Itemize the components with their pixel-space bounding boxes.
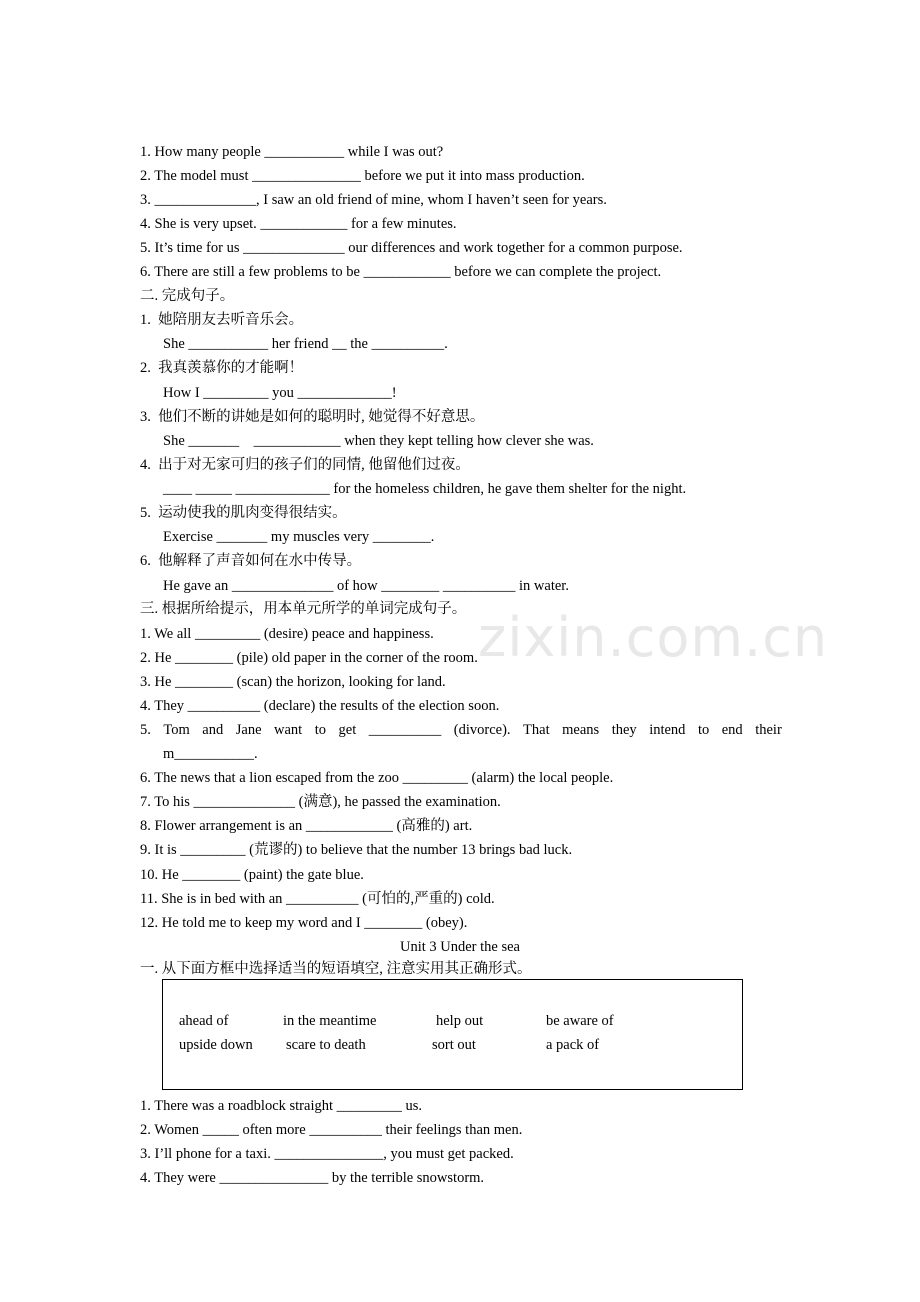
exercise-line: 2. He ________ (pile) old paper in the corner of the room. [140,650,478,666]
phrase: ahead of [179,1013,229,1029]
exercise-line: 4. They were _______________ by the terrible snowstorm. [140,1170,485,1186]
word: That [523,722,550,738]
exercise-line: 3. He ________ (scan) the horizon, looking for land. [140,674,446,690]
word: __________ [368,722,442,738]
exercise-line: 4. They __________ (declare) the results of the election soon. [140,698,500,714]
chinese-prompt: 1. 她陪朋友去听音乐会。 [140,312,304,328]
word: they [611,722,637,738]
section-heading: 三. 根据所给提示，用本单元所学的单词完成句子。 [140,601,467,617]
phrase: be aware of [546,1013,614,1029]
watermark: zixin.com.cn [478,606,829,669]
word: and [202,722,224,738]
exercise-line: 3. I’ll phone for a taxi. _______________, you must get packed. [140,1146,514,1162]
chinese-prompt: 4. 出于对无家可归的孩子们的同情, 他留他们过夜。 [140,457,470,473]
word: to [697,722,710,738]
word: Jane [235,722,262,738]
exercise-line: 2. The model must _______________ before we put it into mass production. [140,168,585,184]
phrase: a pack of [546,1037,600,1053]
english-answer-line: How I _________ you _____________! [163,385,397,401]
section-heading: 一. 从下面方框中选择适当的短语填空, 注意实用其正确形式。 [140,961,532,977]
exercise-line: 10. He ________ (paint) the gate blue. [140,867,364,883]
english-answer-line: She _______ ____________ when they kept telling how clever she was. [163,433,594,449]
english-answer-line: He gave an ______________ of how ________ __________ in water. [163,578,569,594]
exercise-line: 4. She is very upset. ____________ for a few minutes. [140,216,457,232]
exercise-line-continuation: m___________. [163,746,258,762]
exercise-line: 1. How many people ___________ while I was out? [140,144,444,160]
exercise-line: 8. Flower arrangement is an ____________ (高雅的) art. [140,818,473,834]
word: means [562,722,600,738]
exercise-line: 3. ______________, I saw an old friend of mine, whom I haven’t seen for years. [140,192,607,208]
word: (divorce). [453,722,511,738]
phrase: upside down [179,1037,253,1053]
phrase: scare to death [286,1037,366,1053]
word: end [721,722,743,738]
phrase: help out [436,1013,484,1029]
word: intend [649,722,686,738]
word: want [274,722,303,738]
word: their [755,722,782,738]
chinese-prompt: 6. 他解释了声音如何在水中传导。 [140,553,362,569]
exercise-line: 6. The news that a lion escaped from the zoo _________ (alarm) the local people. [140,770,614,786]
english-answer-line: Exercise _______ my muscles very ________. [163,529,435,545]
exercise-line: 11. She is in bed with an __________ (可怕的,严重的) cold. [140,891,495,907]
chinese-prompt: 5. 运动使我的肌肉变得很结实。 [140,505,347,521]
exercise-line: 1. We all _________ (desire) peace and happiness. [140,626,434,642]
exercise-line: 1. There was a roadblock straight _________ us. [140,1098,423,1114]
english-answer-line: She ___________ her friend __ the __________. [163,336,448,352]
word: Tom [163,722,190,738]
english-answer-line: ____ _____ _____________ for the homeless children, he gave them shelter for the night. [163,481,687,497]
exercise-line: 12. He told me to keep my word and I ________ (obey). [140,915,468,931]
justified-exercise-line [140,721,782,739]
exercise-line: 5. It’s time for us ______________ our differences and work together for a common purpose. [140,240,683,256]
word: get [338,722,357,738]
phrase: in the meantime [283,1013,377,1029]
section-heading: 二. 完成句子。 [140,288,235,304]
unit-title: Unit 3 Under the sea [400,939,520,955]
exercise-line: 7. To his ______________ (满意), he passed the examination. [140,794,501,810]
chinese-prompt: 2. 我真羡慕你的才能啊！ [140,360,304,376]
word: 5. [140,722,151,738]
word: to [314,722,326,738]
phrase-box [162,979,743,1090]
phrase: sort out [432,1037,476,1053]
chinese-prompt: 3. 他们不断的讲她是如何的聪明时, 她觉得不好意思。 [140,409,485,425]
exercise-line: 6. There are still a few problems to be ____________ before we can complete the project. [140,264,662,280]
exercise-line: 9. It is _________ (荒谬的) to believe that the number 13 brings bad luck. [140,842,573,858]
exercise-line: 2. Women _____ often more __________ their feelings than men. [140,1122,523,1138]
